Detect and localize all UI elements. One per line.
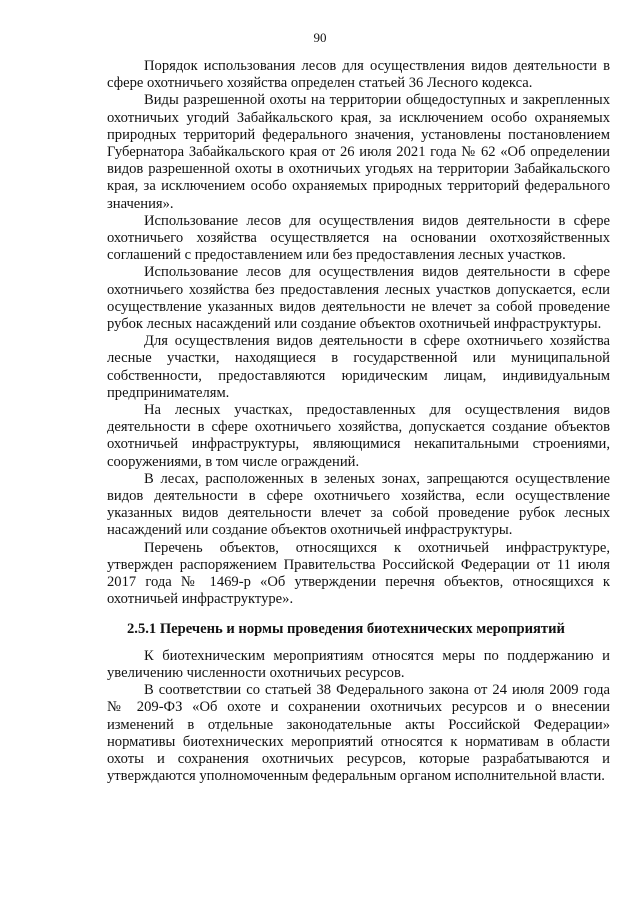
- page-number: 90: [313, 30, 327, 45]
- paragraph: Виды разрешенной охоты на территории общедоступных и закрепленных охотничьих угодий Забайкальского края, за исключением особо охраняемых природных территорий федерального значения, установлены постановлением Губернатора Забайкальского края от 26 июля 2021 года № 62 «Об определении видов разрешенной охоты в охотничьих угодьях на территории Забайкальского края, за исключением особо охраняемых природных территорий федерального значения».: [107, 92, 610, 212]
- paragraph: Использование лесов для осуществления видов деятельности в сфере охотничьего хозяйства осуществляется на основании охотхозяйственных соглашений с предоставлением или без предоставления лесных участков.: [107, 212, 610, 264]
- paragraph: Порядок использования лесов для осуществления видов деятельности в сфере охотничьего хозяйства определен статьей 36 Лесного кодекса.: [107, 58, 610, 92]
- paragraph: К биотехническим мероприятиям относятся меры по поддержанию и увеличению численности охотничьих ресурсов.: [107, 647, 610, 681]
- paragraph: Перечень объектов, относящихся к охотничьей инфраструктуре, утвержден распоряжением Правительства Российской Федерации от 11 июля 2017 года № 1469-р «Об утверждении перечня объектов, относящихся к охотничьей инфраструктуре».: [107, 539, 610, 608]
- document-body: [107, 58, 610, 785]
- paragraph: Использование лесов для осуществления видов деятельности в сфере охотничьего хозяйства без предоставления лесных участков допускается, если осуществление указанных видов деятельности не влечет за собой проведение рубок лесных насаждений или создание объектов охотничьей инфраструктуры.: [107, 264, 610, 333]
- paragraph: В лесах, расположенных в зеленых зонах, запрещаются осуществление видов деятельности в сфере охотничьего хозяйства, если осуществление указанных видов деятельности влечет за собой проведение рубок лесных насаждений или создание объектов охотничьей инфраструктуры.: [107, 470, 610, 539]
- section-heading: 2.5.1 Перечень и нормы проведения биотехнических мероприятий: [127, 620, 565, 637]
- paragraph: В соответствии со статьей 38 Федерального закона от 24 июля 2009 года № 209-ФЗ «Об охоте и сохранении охотничьих ресурсов и о внесении изменений в отдельные законодательные акты Российской Федерации» нормативы биотехнических мероприятий относятся к нормативам в области охоты и сохранения охотничьих ресурсов, которые разрабатываются и утверждаются уполномоченным федеральным органом исполнительной власти.: [107, 682, 610, 785]
- paragraph: Для осуществления видов деятельности в сфере охотничьего хозяйства лесные участки, находящиеся в государственной или муниципальной собственности, предоставляются юридическим лицам, индивидуальным предпринимателям.: [107, 333, 610, 401]
- paragraph: На лесных участках, предоставленных для осуществления видов деятельности в сфере охотничьего хозяйства, допускается создание объектов охотничьей инфраструктуры, являющимися некапитальными строениями, сооружениями, в том числе ограждений.: [107, 402, 610, 470]
